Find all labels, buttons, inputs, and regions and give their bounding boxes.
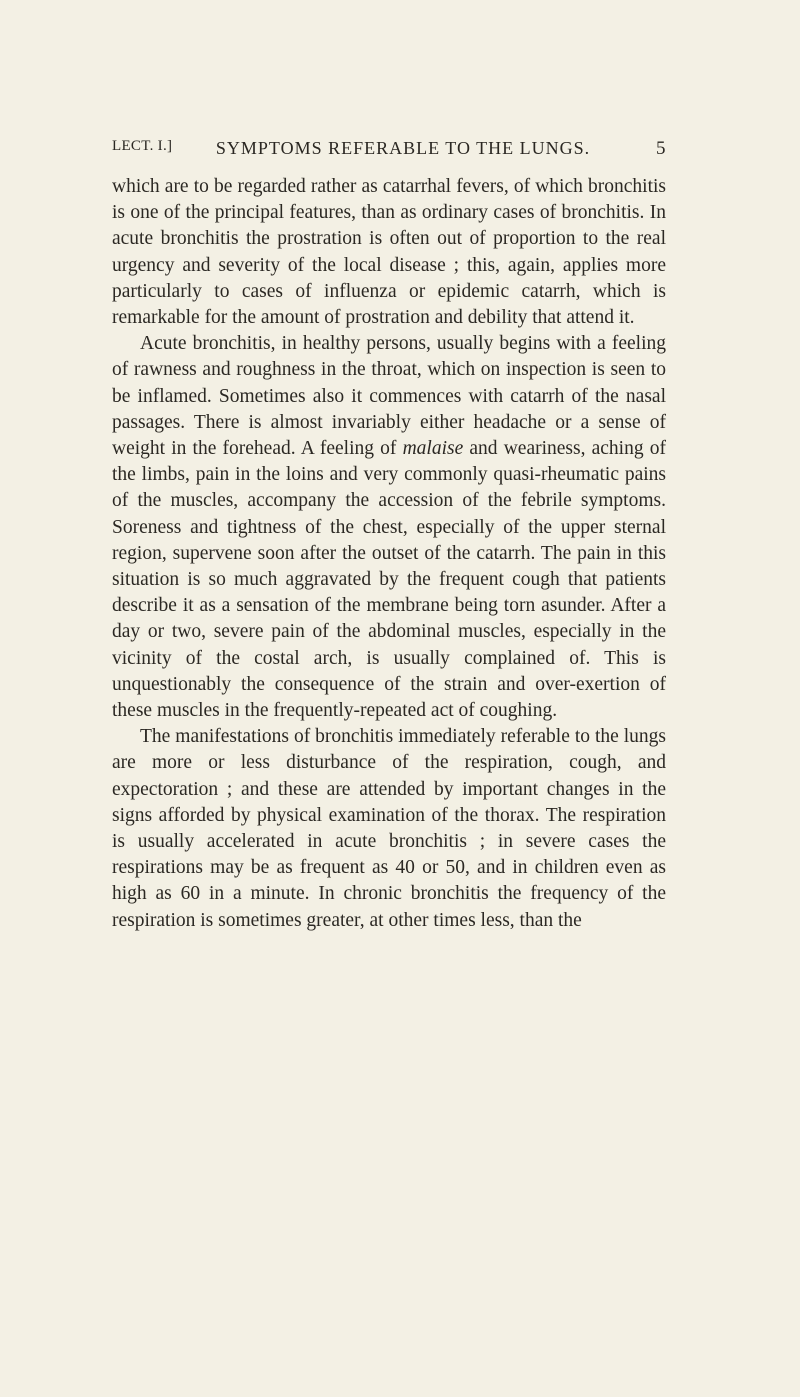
paragraph-text-part: Acute bronchitis, in healthy persons, usually begins with a feeling of rawness and roughness in the throat, which on inspection is seen to be inflamed. Sometimes also it commences with catarrh of the nasal passages. There is almost invariably either headache or a sense of weight in the forehead. A feeling of bbox=[112, 333, 666, 460]
paragraph-continued: which are to be regarded rather as catarrhal fevers, of which bronchitis is one of the principal features, than as ordinary cases of bronchitis. In acute bronchitis the prostration is often out of proportion to the real urgency and severity of the local disease ; this, again, applies more particularly to cases of influenza or epidemic catarrh, which is remarkable for the amount of prostration and debility that attend it. bbox=[112, 176, 666, 329]
body-text bbox=[112, 174, 666, 934]
running-title: SYMPTOMS REFERABLE TO THE LUNGS. bbox=[215, 138, 591, 158]
lecture-marker: LECT. I.] bbox=[112, 138, 173, 154]
paragraph-manifestations: The manifestations of bronchitis immediately referable to the lungs are more or less disturbance of the respiration, cough, and expectoration ; and these are attended by important changes in the signs afforded by physical examination of the thorax. The respiration is usually accelerated in acute bronchitis ; in severe cases the respirations may be as frequent as 40 or 50, and in children even as high as 60 in a minute. In chronic bronchitis the frequency of the respiration is sometimes greater, at other times less, than the bbox=[112, 726, 666, 931]
page-number: 5 bbox=[656, 138, 666, 159]
paragraph-text-part: and weariness, aching of the limbs, pain in the loins and very commonly quasi-rheumatic pains of the muscles, accompany the accession of the febrile symptoms. Soreness and tightness of the chest, especially of the upper sternal region, supervene soon after the outset of the catarrh. The pain in this situation is so much aggravated by the frequent cough that patients describe it as a sensation of the membrane being torn asunder. After a day or two, severe pain of the abdominal muscles, especially in the vicinity of the costal arch, is usually complained of. This is unquestionably the consequence of the strain and over-exertion of these muscles in the frequently-repeated act of coughing. bbox=[112, 438, 666, 722]
italic-term: malaise bbox=[402, 438, 464, 460]
running-head bbox=[112, 138, 666, 162]
paragraph-acute-bronchitis bbox=[112, 331, 666, 724]
